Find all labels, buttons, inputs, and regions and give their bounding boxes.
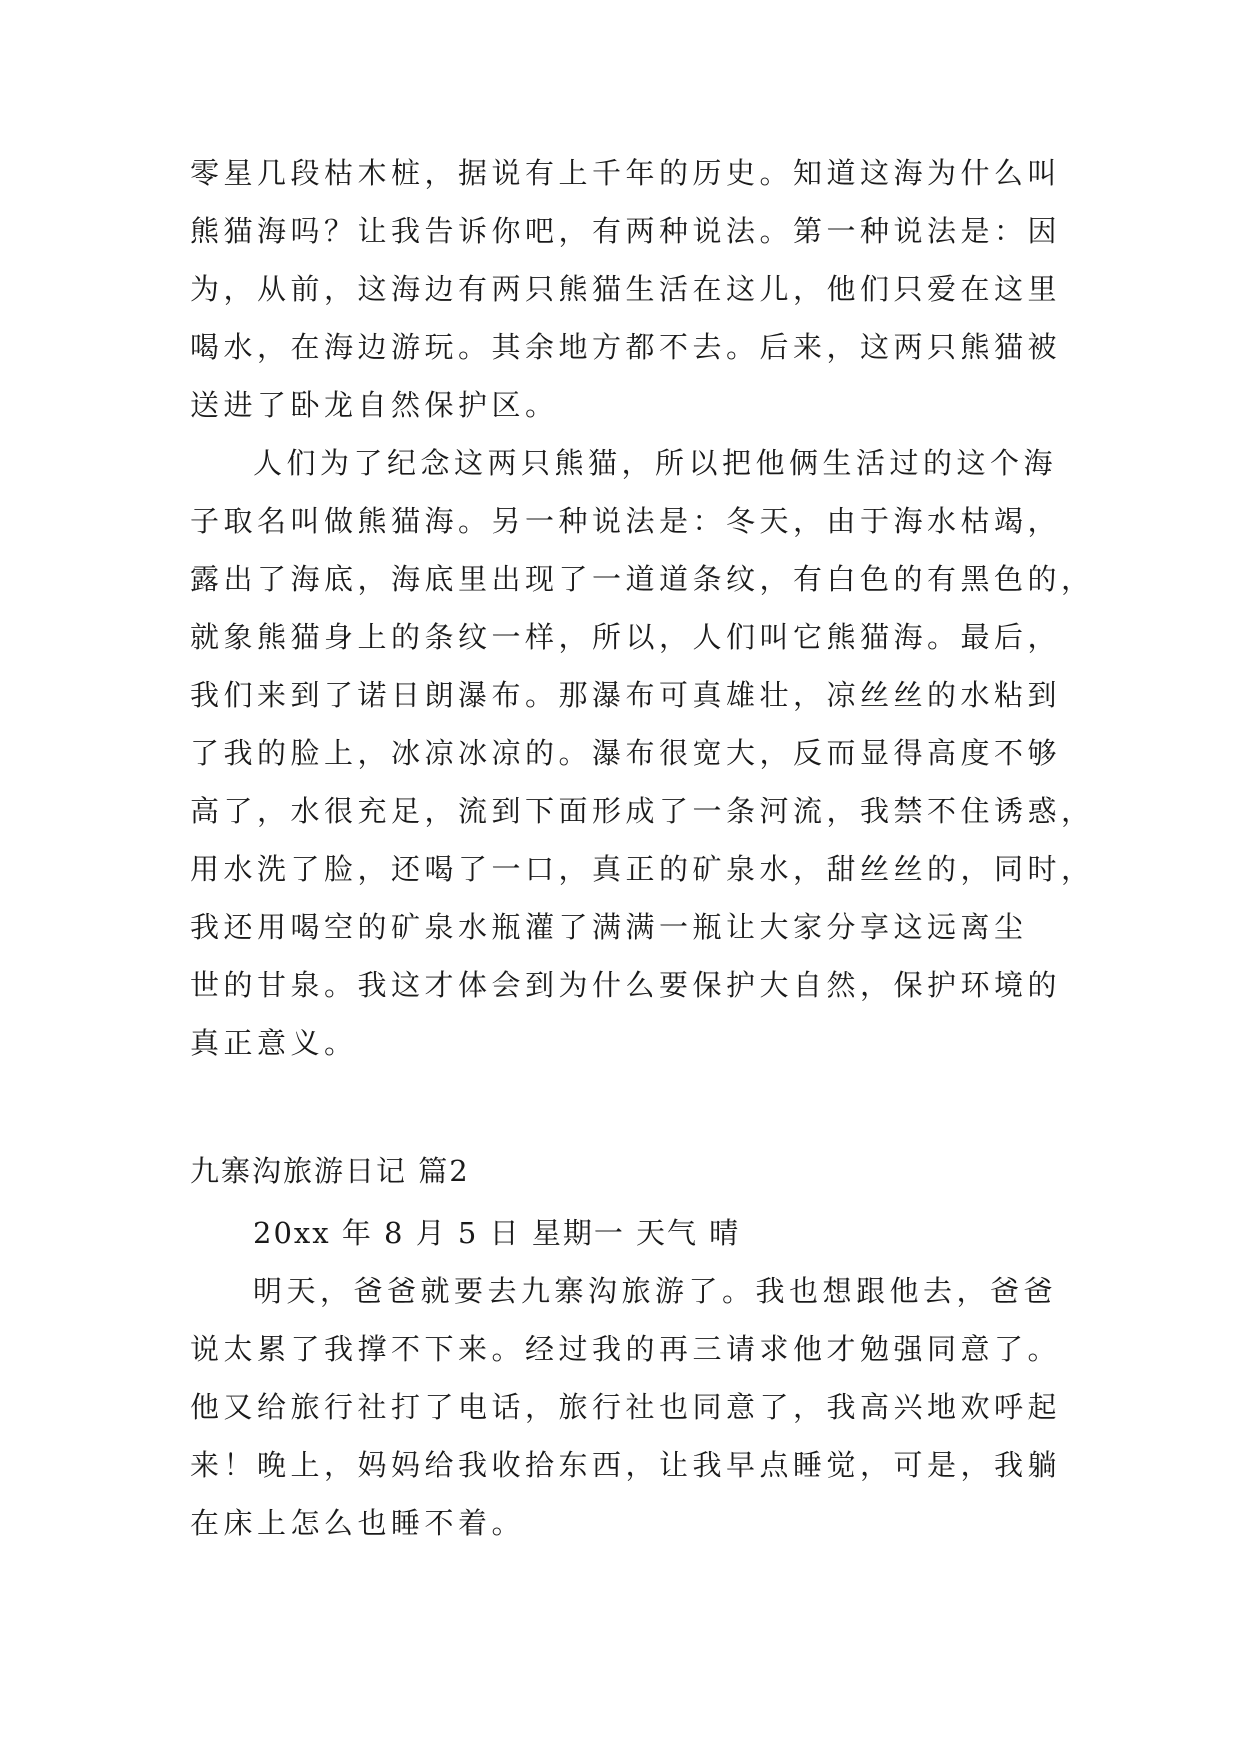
paragraph-line: 说太累了我撑不下来。经过我的再三请求他才勉强同意了。 (190, 1332, 1062, 1366)
paragraph-line: 熊猫海吗？让我告诉你吧，有两种说法。第一种说法是：因 (190, 214, 1062, 248)
diary-date-line: 20xx 年 8 月 5 日 星期一 天气 晴 (253, 1216, 741, 1250)
paragraph-line: 他又给旅行社打了电话，旅行社也同意了，我高兴地欢呼起 (190, 1390, 1062, 1424)
paragraph-line: 用水洗了脸，还喝了一口，真正的矿泉水，甜丝丝的，同时， (190, 852, 1095, 886)
paragraph-line: 送进了卧龙自然保护区。 (190, 388, 559, 422)
paragraph-line: 明天，爸爸就要去九寨沟旅游了。我也想跟他去，爸爸 (253, 1274, 1058, 1308)
paragraph-line: 高了，水很充足，流到下面形成了一条河流，我禁不住诱惑， (190, 794, 1095, 828)
paragraph-line: 人们为了纪念这两只熊猫，所以把他俩生活过的这个海 (253, 446, 1058, 480)
paragraph-line: 真正意义。 (190, 1026, 358, 1060)
paragraph-2 (190, 434, 1095, 1072)
paragraph-line: 就象熊猫身上的条纹一样，所以，人们叫它熊猫海。最后， (190, 620, 1062, 654)
paragraph-3 (190, 1262, 1070, 1552)
paragraph-line: 我还用喝空的矿泉水瓶灌了满满一瓶让大家分享这远离尘 (190, 910, 1028, 944)
paragraph-line: 喝水，在海边游玩。其余地方都不去。后来，这两只熊猫被 (190, 330, 1062, 364)
paragraph-line: 我们来到了诺日朗瀑布。那瀑布可真雄壮，凉丝丝的水粘到 (190, 678, 1062, 712)
paragraph-line: 为，从前，这海边有两只熊猫生活在这儿，他们只爱在这里 (190, 272, 1062, 306)
paragraph-line: 子取名叫做熊猫海。另一种说法是：冬天，由于海水枯竭， (190, 504, 1062, 538)
section-heading: 九寨沟旅游日记 篇2 (190, 1154, 470, 1188)
paragraph-line: 在床上怎么也睡不着。 (190, 1506, 526, 1540)
paragraph-line: 来！晚上，妈妈给我收拾东西，让我早点睡觉，可是，我躺 (190, 1448, 1062, 1482)
paragraph-line: 零星几段枯木桩，据说有上千年的历史。知道这海为什么叫 (190, 156, 1062, 190)
paragraph-line: 了我的脸上，冰凉冰凉的。瀑布很宽大，反而显得高度不够 (190, 736, 1062, 770)
paragraph-line: 露出了海底，海底里出现了一道道条纹，有白色的有黑色的， (190, 562, 1095, 596)
paragraph-line: 世的甘泉。我这才体会到为什么要保护大自然，保护环境的 (190, 968, 1062, 1002)
paragraph-1 (190, 144, 1070, 434)
